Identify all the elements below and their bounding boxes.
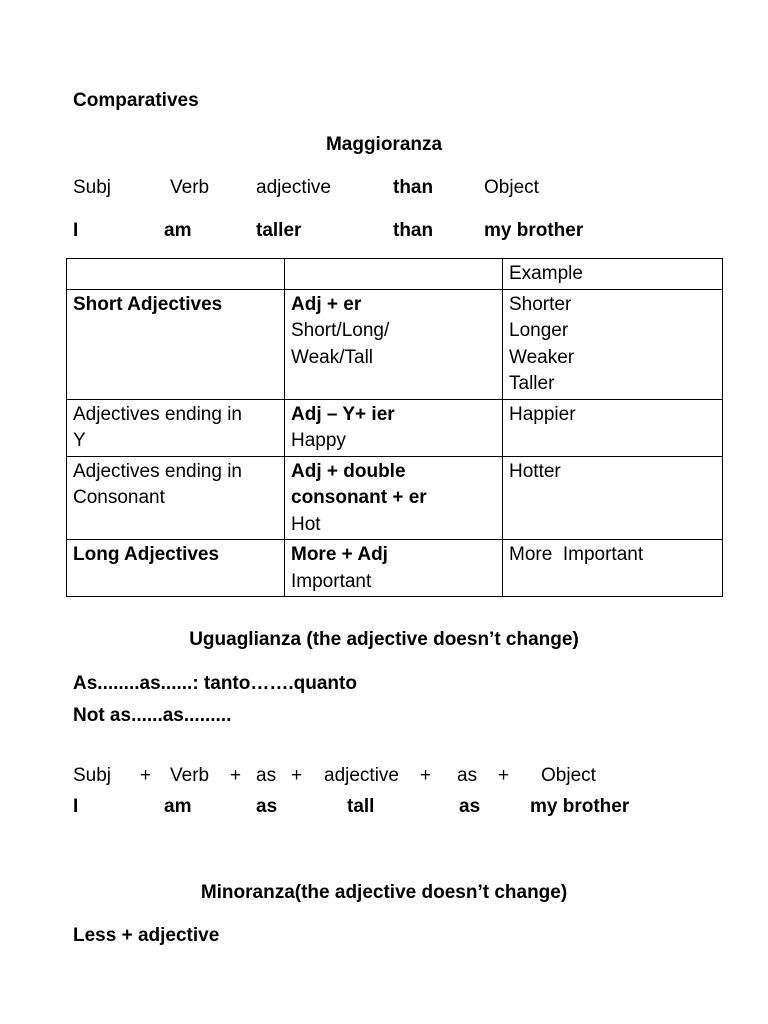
pattern-as: as: [457, 765, 478, 786]
adjective-type-cell: [67, 540, 285, 597]
pattern-subj: Subj: [73, 765, 112, 786]
rule-example: Important: [291, 570, 372, 592]
minoranza-heading: Minoranza(the adjective doesn’t change): [200, 882, 568, 903]
adjective-type: Adjectives ending in: [73, 403, 242, 425]
table-header-row: [67, 259, 723, 290]
rule-example: Hot: [291, 513, 321, 535]
example-object: my brother: [530, 796, 630, 817]
adjective-type: Consonant: [73, 487, 165, 508]
adjective-type: Adjectives ending in: [73, 460, 242, 482]
pattern-object: Object: [541, 765, 596, 786]
example-word: Weaker: [509, 346, 575, 368]
pattern-verb: Verb: [170, 765, 210, 786]
pattern-adjective: adjective: [256, 177, 331, 198]
rule: consonant + er: [291, 487, 427, 508]
rule: Adj – Y+ ier: [291, 403, 395, 425]
example-verb: am: [164, 220, 192, 241]
adjective-type-cell: [67, 399, 285, 456]
pattern-object: Object: [484, 177, 539, 198]
pattern-plus: +: [420, 765, 432, 786]
example-object: my brother: [484, 220, 584, 241]
adjective-type-cell: [67, 289, 285, 399]
rule-example: Happy: [291, 430, 346, 451]
minoranza-rule: Less + adjective: [73, 925, 220, 946]
rule: Adj + double: [291, 460, 406, 482]
example-word: Shorter: [509, 293, 572, 315]
rule-example: Short/Long/: [291, 320, 390, 341]
example-subj: I: [73, 796, 79, 817]
example-adjective: taller: [256, 220, 302, 241]
example-word: Taller: [509, 373, 555, 394]
examples-cell: [503, 456, 723, 540]
examples-cell: [503, 289, 723, 399]
pattern-plus: +: [230, 765, 242, 786]
pattern-plus: +: [140, 765, 152, 786]
uguaglianza-rule-2: Not as......as.........: [73, 705, 232, 726]
example-subj: I: [73, 220, 79, 241]
examples-cell: [503, 399, 723, 456]
page-title: Comparatives: [73, 90, 199, 111]
pattern-as: as: [256, 765, 277, 786]
example-adjective: tall: [347, 796, 375, 817]
pattern-plus: +: [291, 765, 303, 786]
table-row: [67, 289, 723, 399]
pattern-adjective: adjective: [324, 765, 399, 786]
table-header-example: Example: [503, 259, 723, 290]
example-word: Happier: [509, 403, 576, 425]
comparatives-table: [66, 258, 723, 597]
rule-cell: [285, 456, 503, 540]
table-header-cell: [285, 259, 503, 290]
example-verb: am: [164, 796, 192, 817]
pattern-verb: Verb: [170, 177, 210, 198]
adjective-type: Long Adjectives: [73, 544, 220, 565]
example-than: than: [393, 220, 434, 241]
rule-cell: [285, 399, 503, 456]
example-as: as: [256, 796, 278, 817]
adjective-type: Short Adjectives: [73, 293, 223, 315]
example-word: More Important: [509, 544, 644, 565]
uguaglianza-rule-1: As........as......: tanto…….quanto: [73, 673, 357, 694]
example-as: as: [459, 796, 481, 817]
example-word: Longer: [509, 320, 569, 341]
pattern-plus: +: [498, 765, 510, 786]
table-header-cell: [67, 259, 285, 290]
table-row: [67, 399, 723, 456]
rule-example: Weak/Tall: [291, 346, 374, 368]
pattern-subj: Subj: [73, 177, 112, 198]
rule: Adj + er: [291, 293, 362, 315]
adjective-type-cell: [67, 456, 285, 540]
table-row: [67, 540, 723, 597]
uguaglianza-heading: Uguaglianza (the adjective doesn’t change): [189, 629, 579, 650]
rule-cell: [285, 289, 503, 399]
pattern-than: than: [393, 177, 434, 198]
adjective-type: Y: [73, 430, 86, 451]
examples-cell: [503, 540, 723, 597]
table-row: [67, 456, 723, 540]
example-word: Hotter: [509, 460, 561, 482]
maggioranza-heading: Maggioranza: [325, 134, 443, 155]
rule-cell: [285, 540, 503, 597]
rule: More + Adj: [291, 544, 388, 565]
